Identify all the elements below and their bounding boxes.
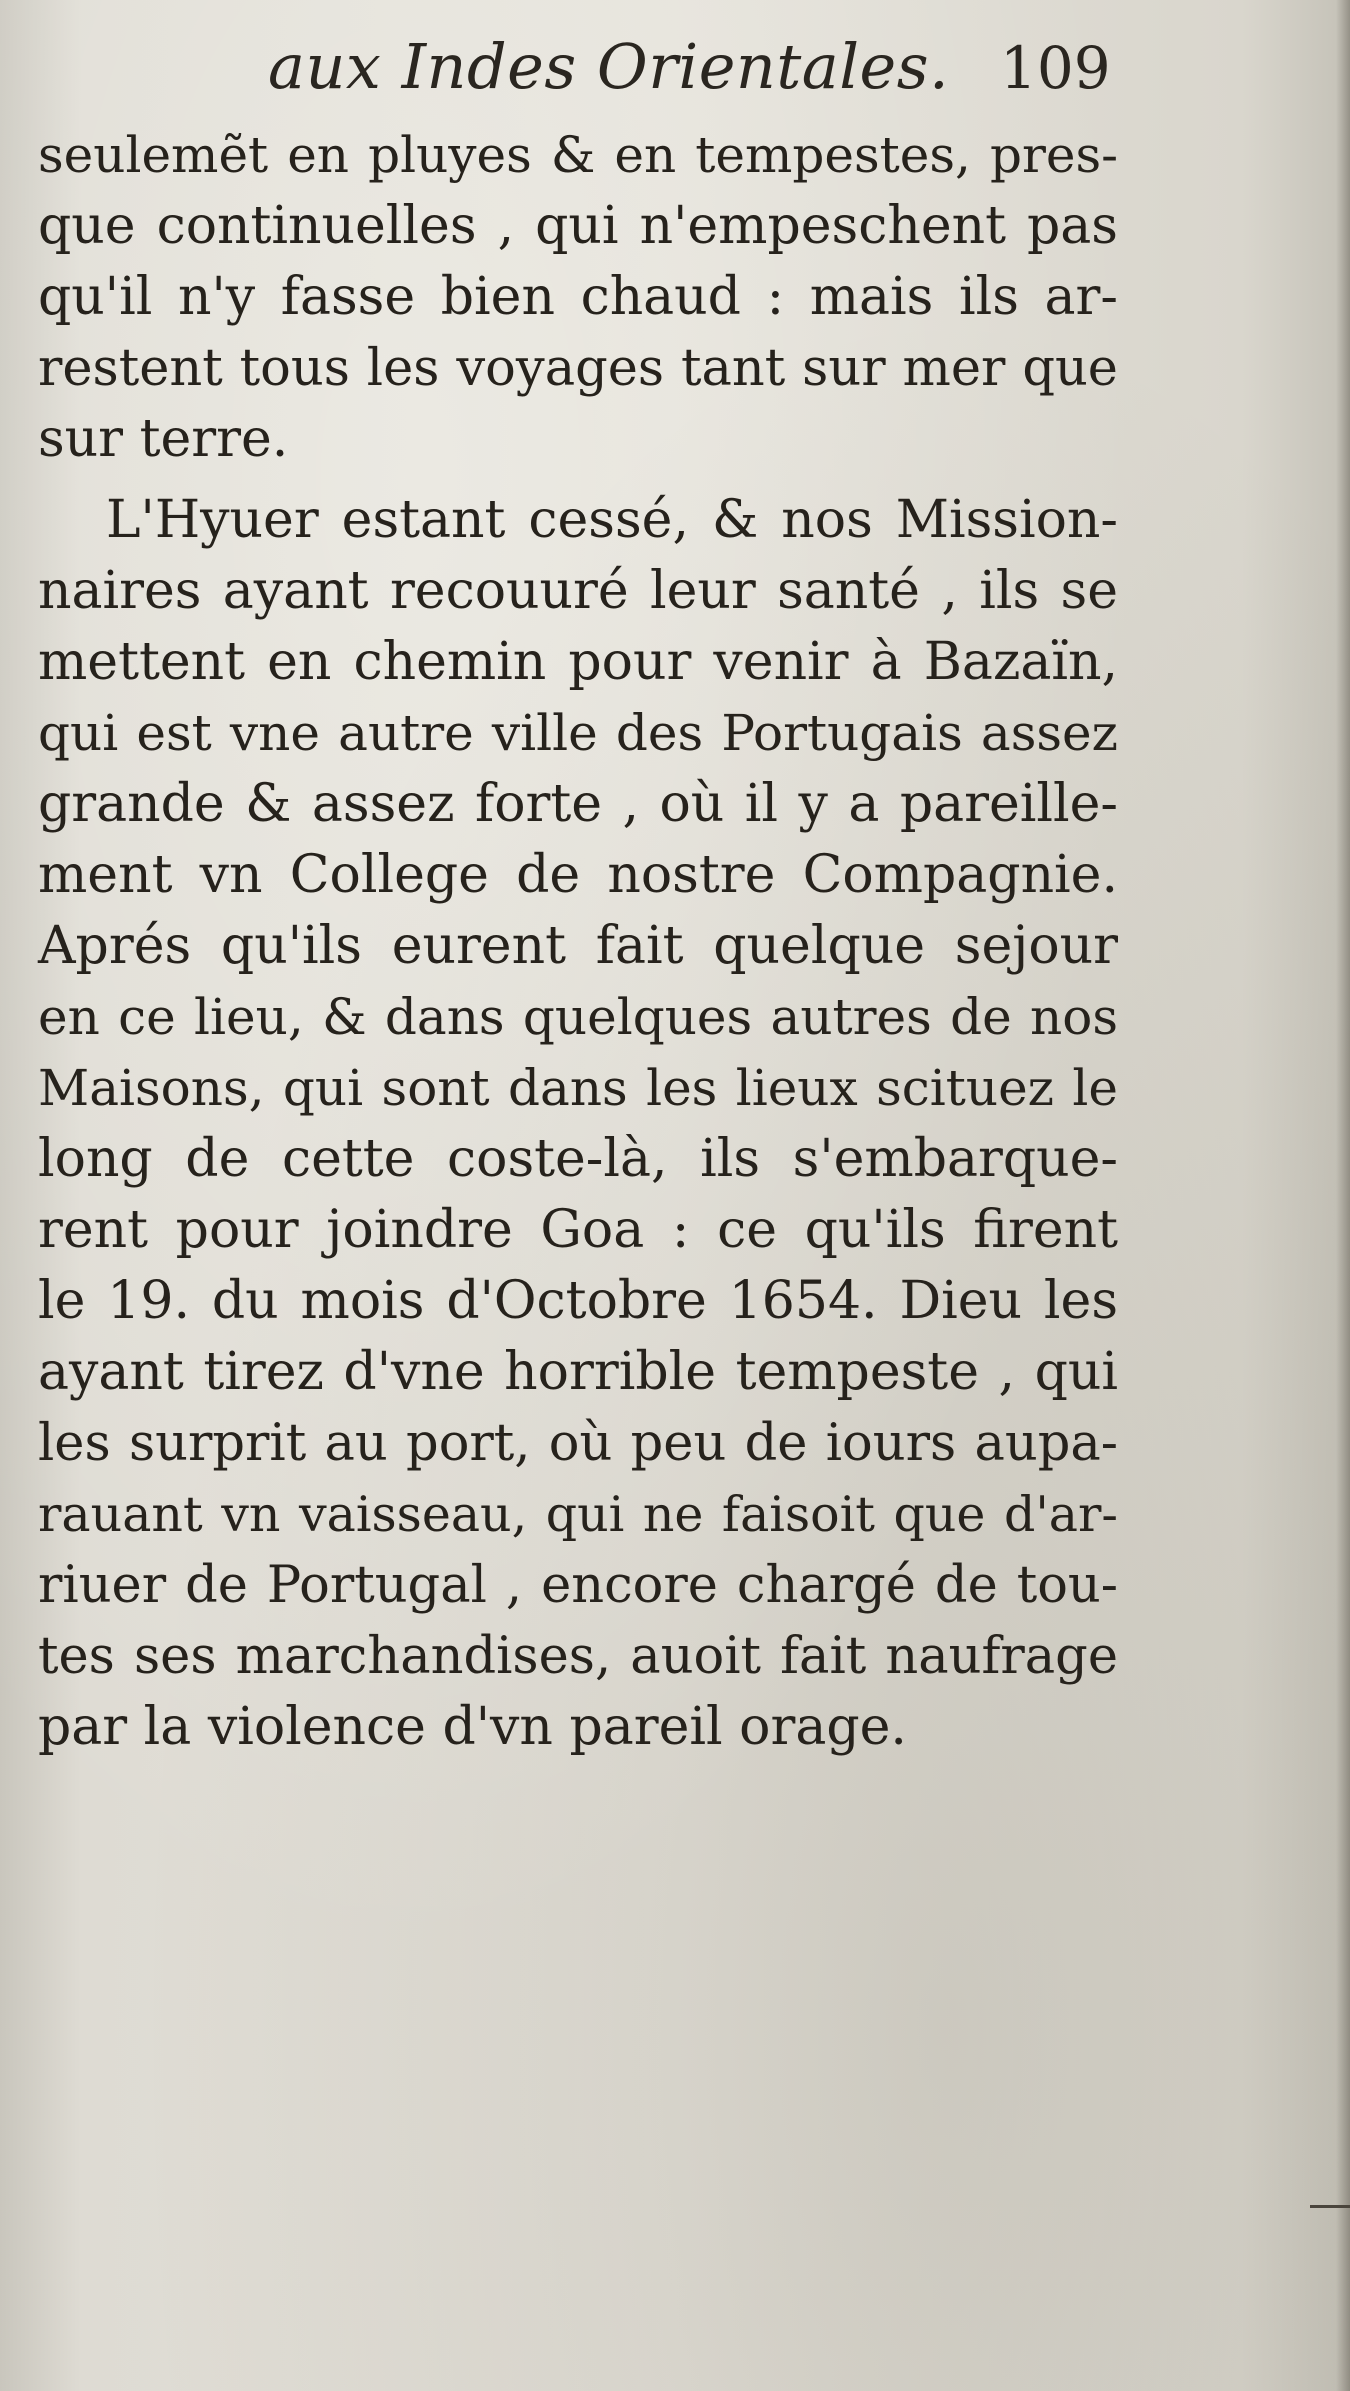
text-line: que continuelles , qui n'empeschent pas (38, 196, 1118, 256)
text-line: les surprit au port, où peu de iours aupa- (38, 1414, 1118, 1473)
page-header (0, 22, 1350, 112)
text-line: ayant tirez d'vne horrible tempeste , qui (38, 1342, 1118, 1402)
text-line: Maisons, qui sont dans les lieux scituez le (38, 1059, 1118, 1117)
text-line: par la violence d'vn pareil orage. (38, 1697, 907, 1757)
text-line: rauant vn vaisseau, qui ne faisoit que d'ar- (38, 1486, 1118, 1543)
show-through-bleed (330, 1780, 1150, 2080)
text-line: le 19. du mois d'Octobre 1654. Dieu les (38, 1271, 1118, 1331)
paragraph-2 (38, 485, 1118, 1763)
text-line: qu'il n'y fasse bien chaud : mais ils ar- (38, 267, 1118, 327)
text-line: ment vn College de nostre Compagnie. (38, 845, 1118, 905)
text-line: seulemẽt en pluyes & en tempestes, pres- (38, 126, 1118, 184)
body-text (38, 120, 1118, 1763)
edge-mark (1310, 2205, 1350, 2208)
text-line: grande & assez forte , où il y a pareille- (38, 774, 1118, 834)
paragraph-1 (38, 120, 1118, 475)
text-line: Aprés qu'ils eurent fait quelque sejour (38, 916, 1118, 976)
text-line: L'Hyuer estant cessé, & nos Mission- (106, 490, 1118, 550)
text-line: long de cette coste-là, ils s'embarque- (38, 1129, 1118, 1189)
text-line: qui est vne autre ville des Portugais assez (38, 704, 1118, 762)
text-line: tes ses marchandises, auoit fait naufrage (38, 1627, 1118, 1686)
text-line: naires ayant recouuré leur santé , ils se (38, 561, 1118, 621)
text-line: mettent en chemin pour venir à Bazaïn, (38, 632, 1118, 692)
text-line: riuer de Portugal , encore chargé de tou- (38, 1556, 1118, 1615)
text-line: en ce lieu, & dans quelques autres de nos (38, 988, 1118, 1046)
page-number: 109 (1000, 34, 1111, 102)
text-line: restent tous les voyages tant sur mer que (38, 339, 1118, 398)
text-line: rent pour joindre Goa : ce qu'ils firent (38, 1200, 1118, 1260)
running-title: aux Indes Orientales. (268, 30, 950, 103)
page-edge-shadow (1336, 0, 1350, 2391)
text-line: sur terre. (38, 409, 289, 469)
